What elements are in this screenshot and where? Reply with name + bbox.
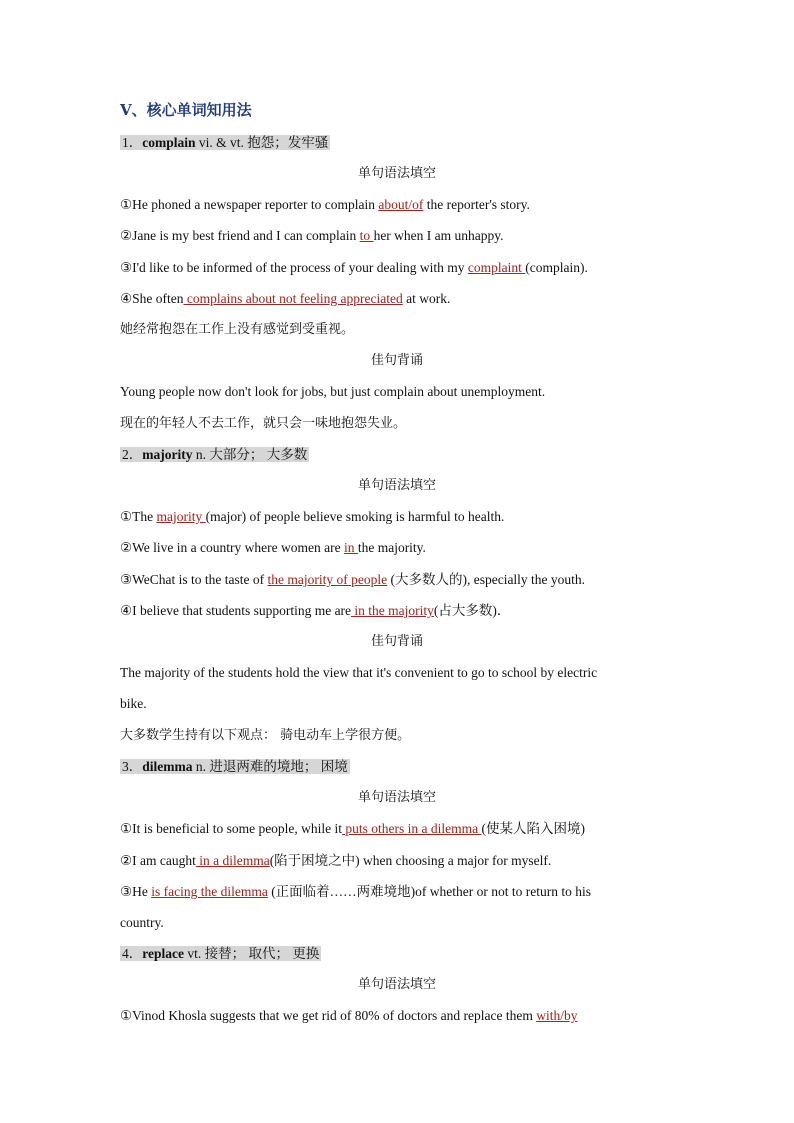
word-term: dilemma (142, 759, 193, 774)
word-number: 2． (122, 447, 143, 462)
exercise-sentence: ③He is facing the dilemma (正面临着……两难境地)of whether or not to return to his (120, 884, 592, 899)
word-definition: n. 大部分； 大多数 (192, 447, 308, 462)
label-fill-blank: 单句语法填空 (357, 166, 436, 181)
answer-text: complains about not feeling appreciated (183, 291, 403, 306)
answer-text: complaint (467, 260, 526, 275)
answer-text: is facing the dilemma (151, 884, 268, 899)
exercise-sentence: ①He phoned a newspaper reporter to complain about/of the reporter's story. (120, 197, 530, 212)
label-recite: 佳句背诵 (370, 634, 423, 649)
exercise-sentence: ①Vinod Khosla suggests that we get rid of 80% of doctors and replace them with/by (120, 1008, 578, 1023)
word-heading-replace (120, 945, 321, 963)
answer-text: majority (156, 509, 206, 524)
answer-text: the majority of people (267, 572, 388, 587)
exercise-sentence: ④She often complains about not feeling appreciated at work. (120, 291, 451, 306)
word-heading-complain (120, 134, 330, 152)
chinese-translation: 她经常抱怨在工作上没有感觉到受重视。 (120, 322, 355, 337)
label-recite: 佳句背诵 (370, 353, 423, 368)
section-title: Ⅴ、核心单词知用法 (120, 103, 252, 119)
answer-text: with/by (536, 1008, 578, 1023)
word-number: 4． (122, 946, 143, 961)
answer-text: in (343, 540, 358, 555)
word-definition: n. 进退两难的境地； 困境 (192, 759, 348, 774)
recite-sentence-cn: 大多数学生持有以下观点： 骑电动车上学很方便。 (120, 728, 411, 743)
answer-text: to (359, 228, 374, 243)
recite-sentence-en: The majority of the students hold the view that it's convenient to go to school by electric (120, 665, 598, 680)
label-fill-blank: 单句语法填空 (357, 478, 436, 493)
exercise-sentence-cont: country. (120, 915, 164, 930)
recite-sentence-en-cont: bike. (120, 696, 147, 711)
recite-sentence-cn: 现在的年轻人不去工作，就只会一味地抱怨失业。 (120, 416, 407, 431)
answer-text: puts others in a dilemma (342, 821, 482, 836)
word-number: 3． (122, 759, 143, 774)
exercise-sentence: ④I believe that students supporting me are in the majority(占大多数)． (120, 603, 511, 618)
word-term: majority (142, 447, 193, 462)
recite-sentence-en: Young people now don't look for jobs, but just complain about unemployment. (120, 384, 546, 399)
exercise-sentence: ③WeChat is to the taste of the majority of people (大多数人的), especially the youth. (120, 572, 586, 587)
word-term: replace (142, 946, 184, 961)
word-definition: vt. 接替； 取代； 更换 (183, 946, 320, 961)
answer-text: in the majority (351, 603, 434, 618)
exercise-sentence: ①The majority (major) of people believe smoking is harmful to health. (120, 509, 505, 524)
exercise-sentence: ②We live in a country where women are in the majority. (120, 540, 426, 555)
exercise-sentence: ②Jane is my best friend and I can complain to her when I am unhappy. (120, 228, 504, 243)
word-number: 1． (122, 135, 143, 150)
word-term: complain (142, 135, 196, 150)
answer-text: in a dilemma (195, 853, 270, 868)
word-heading-majority (120, 446, 309, 464)
label-fill-blank: 单句语法填空 (357, 977, 436, 992)
word-heading-dilemma (120, 758, 350, 776)
exercise-sentence: ①It is beneficial to some people, while it puts others in a dilemma (使某人陷入困境) (120, 821, 586, 836)
word-definition: vi. & vt. 抱怨；发牢骚 (195, 135, 329, 150)
exercise-sentence: ③I'd like to be informed of the process of your dealing with my complaint (complain). (120, 260, 588, 275)
label-fill-blank: 单句语法填空 (357, 790, 436, 805)
exercise-sentence: ②I am caught in a dilemma(陷于困境之中) when choosing a major for myself. (120, 853, 552, 868)
answer-text: about/of (378, 197, 424, 212)
